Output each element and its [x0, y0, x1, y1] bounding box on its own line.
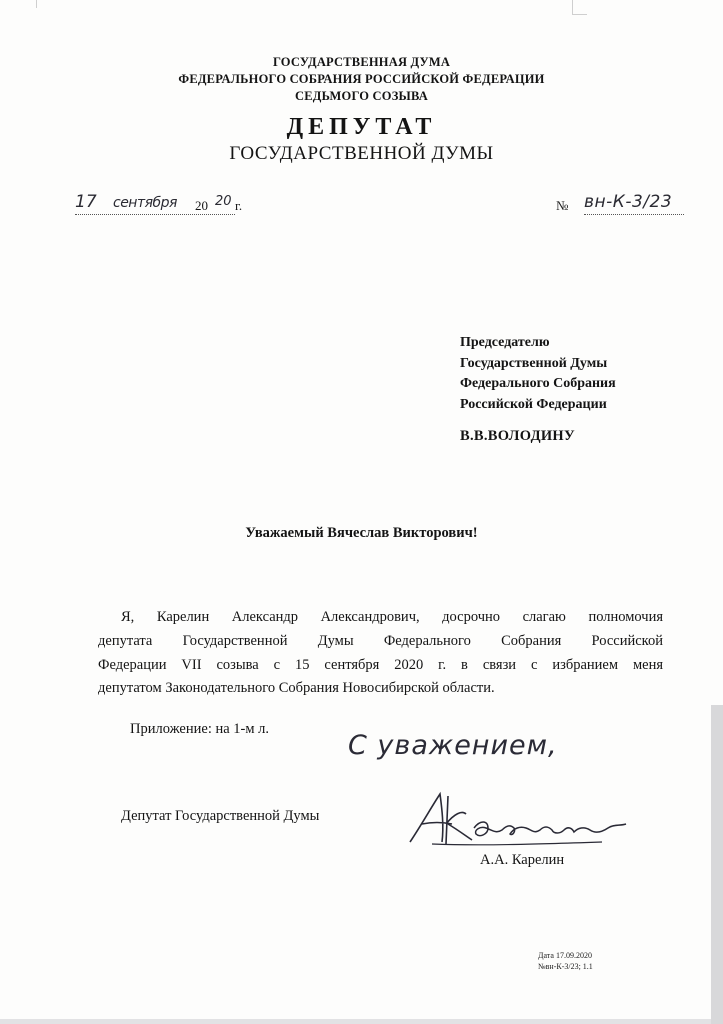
header-line-3: СЕДЬМОГО СОЗЫВА: [295, 89, 428, 103]
body-line: Федерации VII созыва с 15 сентября 2020 г. в связи с избранием меня: [98, 656, 663, 673]
addressee-line: Федерального Собрания: [460, 376, 616, 391]
stamp-date: Дата 17.09.2020: [538, 951, 592, 960]
letterhead-title: ДЕПУТАТ: [286, 114, 437, 140]
date-month: сентября: [113, 195, 177, 211]
addressee-name: В.В.ВОЛОДИНУ: [460, 428, 575, 444]
scan-corner-mark: [0, 0, 37, 8]
signatory-title: Депутат Государственной Думы: [121, 808, 320, 824]
addressee-block: [460, 333, 616, 415]
letter-number: [556, 190, 686, 220]
letterhead-subtitle: ГОСУДАРСТВЕННОЙ ДУМЫ: [229, 143, 494, 164]
letter-date: [75, 190, 275, 220]
date-suffix: г.: [235, 198, 243, 213]
body-line: Я, Карелин Александр Александрович, досрочно слагаю полномочия: [121, 609, 663, 625]
date-underline: [75, 214, 235, 215]
number-prefix: №: [556, 198, 569, 213]
registration-stamp: [538, 950, 593, 972]
signatory-name: А.А. Карелин: [480, 852, 565, 868]
number-underline: [584, 214, 684, 215]
scan-edge: [0, 1019, 711, 1024]
date-day: 17: [75, 192, 97, 212]
handwritten-closing: С уважением,: [348, 730, 558, 761]
number-value: вн-К-3/23: [584, 192, 673, 212]
scan-edge: [711, 705, 723, 1024]
addressee-line: Государственной Думы: [460, 355, 608, 371]
salutation: Уважаемый Вячеслав Викторович!: [245, 525, 478, 541]
date-year-prefix: 20: [195, 198, 208, 213]
header-line-1: ГОСУДАРСТВЕННАЯ ДУМА: [272, 55, 451, 69]
body-line: депутатом Законодательного Собрания Новосибирской области.: [98, 680, 495, 697]
date-year-hand: 20: [215, 194, 232, 209]
stamp-number: №вн-К-3/23; 1.1: [538, 962, 593, 971]
signature-graphic: [402, 784, 632, 854]
addressee-line: Председателю: [460, 335, 550, 350]
letter-body: [98, 606, 663, 701]
header-line-2: ФЕДЕРАЛЬНОГО СОБРАНИЯ РОССИЙСКОЙ ФЕДЕРАЦИИ: [178, 72, 545, 86]
scan-corner-mark: [572, 0, 587, 15]
body-line: депутата Государственной Думы Федерального Собрания Российской: [98, 632, 663, 649]
attachment-note: Приложение: на 1-м л.: [130, 721, 270, 737]
addressee-line: Российской Федерации: [460, 396, 607, 412]
